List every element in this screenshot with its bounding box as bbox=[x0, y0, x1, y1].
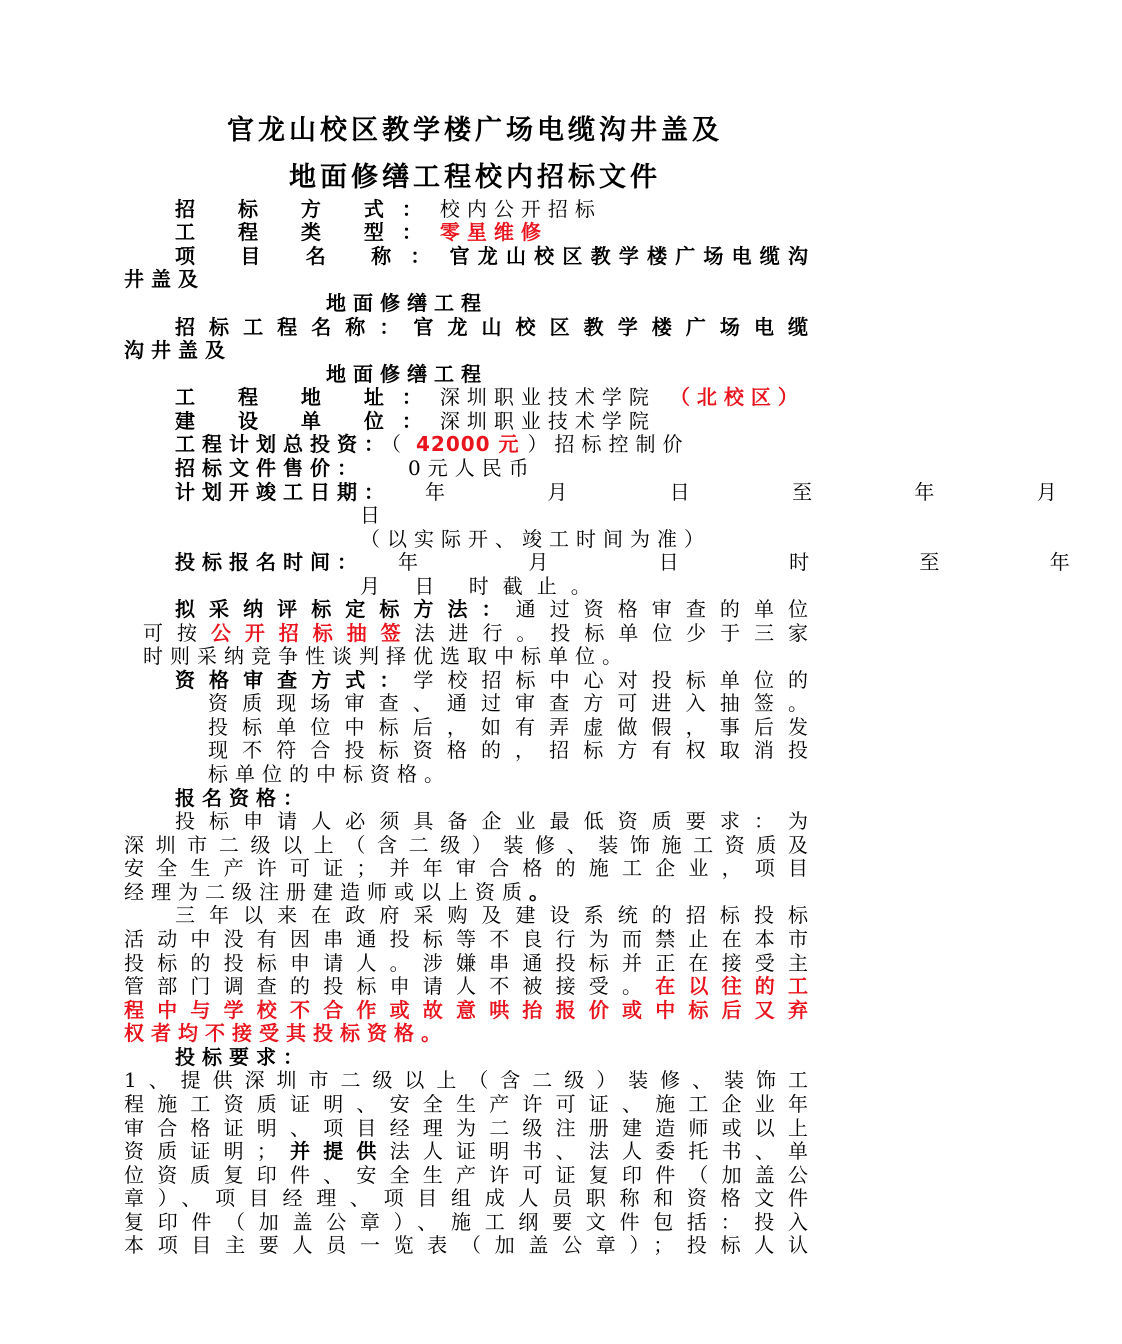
schedule-note: （以实际开、竣工时间为准） bbox=[360, 527, 711, 551]
registration-p2-line-2: 活动中没有因串通投标等不良行为而禁止在本市 bbox=[124, 927, 815, 951]
requirements-line-7: 复印件（加盖公章）、施工纲要文件包括：投入 bbox=[124, 1210, 815, 1234]
signup-time-continuation bbox=[360, 575, 605, 598]
document-title-line-2: 地面修缮工程校内招标文件 bbox=[289, 162, 661, 193]
qualification-review-line-3: 投标单位中标后，如有弄虚做假，事后发 bbox=[208, 715, 815, 739]
registration-p1-line-3: 安全生产许可证；并年审合格的施工企业，项目 bbox=[124, 856, 815, 880]
signup-time-end: 月 日 时截止。 bbox=[360, 574, 605, 598]
project-address-campus: （北校区） bbox=[669, 385, 805, 409]
evaluation-line-3: 时则采纳竞争性谈判择优选取中标单位。 bbox=[143, 644, 629, 668]
evaluation-lottery-method: 公开招标抽签 bbox=[210, 621, 415, 645]
registration-p1-period: 。 bbox=[529, 880, 556, 904]
registration-p2-line-4 bbox=[124, 975, 815, 998]
tender-project-name-continuation-2: 地面修缮工程 bbox=[326, 362, 488, 386]
tender-project-name-label: 招标工程名称： bbox=[175, 315, 414, 339]
qualification-review-line-2: 资质现场审查、通过审查方可进入抽签。 bbox=[208, 691, 815, 715]
qualification-review-line-4: 现不符合投标资格的，招标方有权取消投 bbox=[208, 738, 815, 762]
investment-open: （ bbox=[391, 432, 408, 456]
project-name-value-a: 官龙山校区教学楼广场电缆沟 bbox=[449, 244, 816, 268]
qualification-review-row bbox=[175, 669, 815, 692]
registration-p1-line-4 bbox=[124, 881, 556, 904]
registration-warning-line-2: 程中与学校不合作或故意哄抬报价或中标后又弃 bbox=[124, 998, 815, 1022]
requirements-heading: 投标要求： bbox=[175, 1045, 310, 1069]
builder-row bbox=[175, 410, 656, 433]
registration-p1-line-4-text: 经理为二级注册建造师或以上资质 bbox=[124, 880, 529, 904]
requirements-line-1: 1、提供深圳市二级以上（含二级）装修、装饰工 bbox=[124, 1068, 815, 1092]
bid-method-value: 校内公开招标 bbox=[439, 197, 602, 221]
project-type-row bbox=[175, 221, 548, 244]
schedule-row bbox=[175, 481, 1105, 504]
requirements-line-4-post: 法人证明书、法人委托书、单 bbox=[389, 1139, 816, 1163]
registration-p2-line-1: 三年以来在政府采购及建设系统的招标投标 bbox=[175, 903, 815, 927]
qualification-review-text-a: 学校招标中心对投标单位的 bbox=[413, 668, 816, 692]
signup-time-value: 年 月 日 时 至 年 bbox=[398, 550, 1122, 574]
project-name-label: 项 目 名 称： bbox=[175, 244, 450, 268]
registration-p2-line-3: 投标的投标申请人。涉嫌串通投标并正在接受主 bbox=[124, 951, 815, 975]
requirements-line-2: 程施工资质证明、安全生产许可证、施工企业年 bbox=[124, 1092, 815, 1116]
requirements-line-5: 位资质复印件、安全生产许可证复印件（加盖公 bbox=[124, 1163, 815, 1187]
registration-warning-line-3: 权者均不接受其投标资格。 bbox=[124, 1021, 448, 1045]
builder-label: 建 设 单 位： bbox=[175, 409, 440, 433]
schedule-label: 计划开竣工日期： bbox=[175, 480, 391, 504]
evaluation-text-b-post: 法进行。投标单位少于三家 bbox=[414, 621, 816, 645]
evaluation-row bbox=[175, 598, 815, 621]
project-address-row bbox=[175, 386, 805, 409]
tender-project-name-continuation: 沟井盖及 bbox=[124, 338, 232, 362]
evaluation-text-b-pre: 可按 bbox=[143, 621, 211, 645]
signup-time-row bbox=[175, 551, 1122, 574]
investment-suffix: ）招标控制价 bbox=[527, 432, 690, 456]
registration-warning-start: 在以往的工 bbox=[655, 974, 816, 998]
schedule-value: 年 月 日 至 年 月 bbox=[425, 480, 1105, 504]
builder-value: 深圳职业技术学院 bbox=[439, 409, 656, 433]
evaluation-line-2 bbox=[143, 622, 815, 645]
requirements-line-4 bbox=[124, 1140, 815, 1163]
registration-heading: 报名资格： bbox=[175, 786, 310, 810]
qualification-review-label: 资格审查方式： bbox=[175, 668, 414, 692]
tender-project-name-value-a: 官龙山校区教学楼广场电缆 bbox=[413, 315, 816, 339]
investment-row bbox=[175, 433, 690, 456]
registration-p2-line-4-text: 管部门调查的投标申请人不被接受。 bbox=[124, 974, 656, 998]
evaluation-text-a: 通过资格审查的单位 bbox=[515, 597, 816, 621]
project-name-row bbox=[175, 245, 815, 268]
bid-method-row bbox=[175, 198, 602, 221]
project-address-label: 工 程 地 址： bbox=[175, 385, 440, 409]
evaluation-label: 拟采纳评标定标方法： bbox=[175, 597, 516, 621]
requirements-line-6: 章）、项目经理、项目组成人员职称和资格文件 bbox=[124, 1186, 815, 1210]
document-price-label: 招标文件售价： bbox=[175, 456, 364, 480]
requirements-line-3: 审合格证明、项目经理为二级注册建造师或以上 bbox=[124, 1116, 815, 1140]
requirements-line-4-pre: 资质证明； bbox=[124, 1139, 284, 1163]
registration-p1-line-2: 深圳市二级以上（含二级）装修、装饰施工资质及 bbox=[124, 833, 815, 857]
requirements-line-4-bold: 并提供 bbox=[283, 1139, 390, 1163]
project-type-value: 零星维修 bbox=[439, 220, 548, 244]
document-price-row bbox=[175, 457, 536, 480]
requirements-line-8: 本项目主要人员一览表（加盖公章）；投标人认 bbox=[124, 1233, 815, 1257]
registration-p1-line-1: 投标申请人必须具备企业最低资质要求：为 bbox=[175, 809, 815, 833]
tender-project-name-row bbox=[175, 316, 815, 339]
document-title-line-1: 官龙山校区教学楼广场电缆沟井盖及 bbox=[227, 115, 723, 146]
project-address-value: 深圳职业技术学院 bbox=[439, 385, 656, 409]
project-type-label: 工 程 类 型： bbox=[175, 220, 440, 244]
document-price-value: 0元人民币 bbox=[408, 456, 536, 480]
signup-time-label: 投标报名时间： bbox=[175, 550, 364, 574]
investment-label: 工程计划总投资： bbox=[175, 432, 391, 456]
qualification-review-line-5: 标单位的中标资格。 bbox=[208, 762, 451, 786]
bid-method-label: 招 标 方 式： bbox=[175, 197, 440, 221]
investment-amount: 42000 元 bbox=[416, 432, 520, 456]
project-name-continuation-2: 地面修缮工程 bbox=[326, 291, 488, 315]
schedule-continuation: 日 bbox=[360, 503, 387, 527]
project-name-continuation: 井盖及 bbox=[124, 267, 205, 291]
